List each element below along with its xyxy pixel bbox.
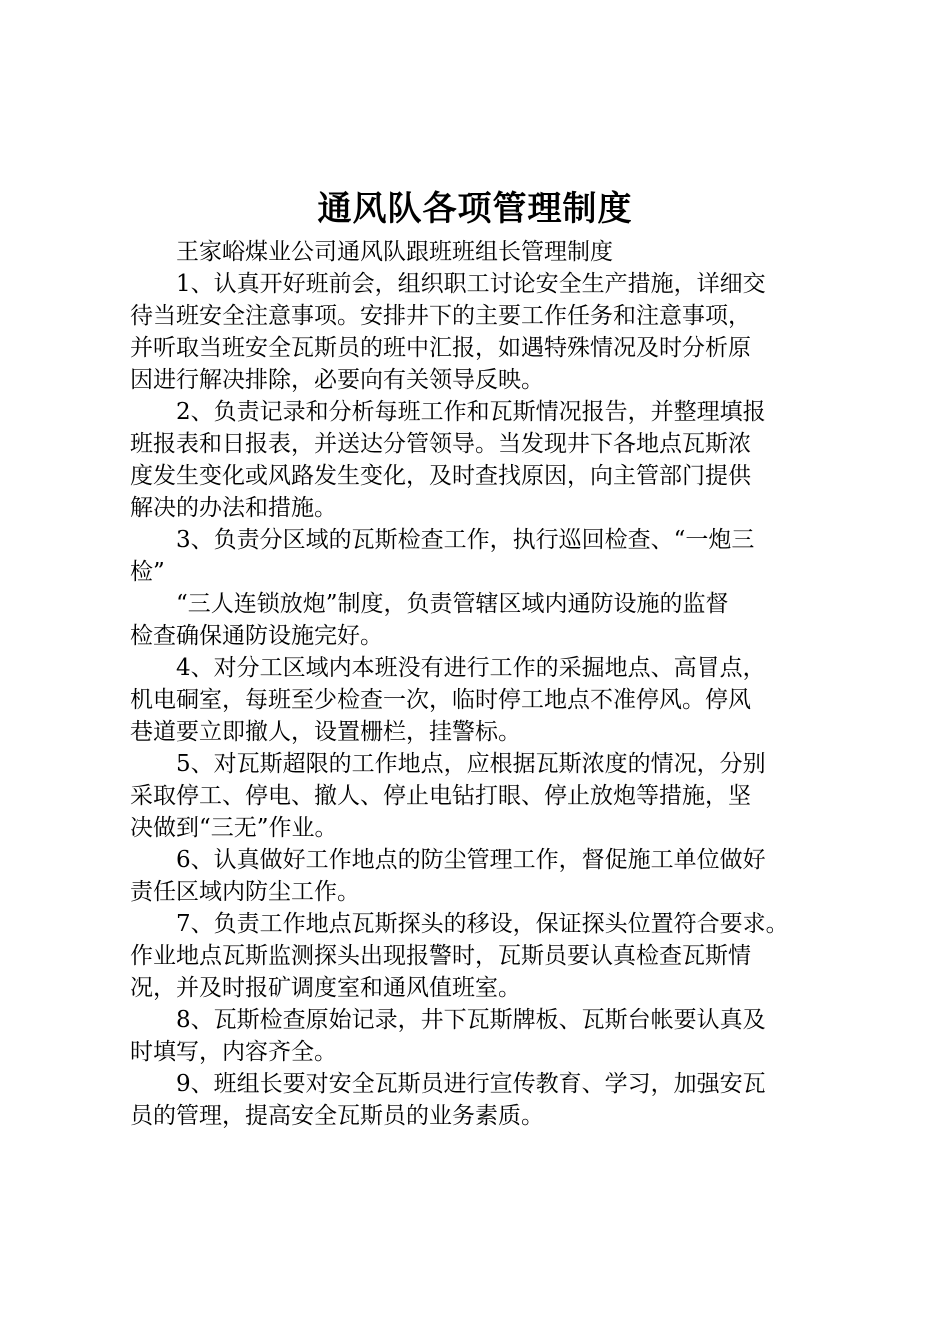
paragraph-line: 检”	[130, 559, 165, 585]
paragraph-line: 责任区域内防尘工作。	[130, 879, 360, 905]
paragraph-line: 检查确保通防设施完好。	[130, 623, 383, 649]
paragraph-line: 1、认真开好班前会，组织职工讨论安全生产措施，详细交	[176, 271, 766, 297]
subtitle-line: 王家峪煤业公司通风队跟班班组长管理制度	[176, 239, 613, 265]
paragraph-line: 因进行解决排除，必要向有关领导反映。	[130, 367, 544, 393]
paragraph-line: 待当班安全注意事项。安排井下的主要工作任务和注意事项，	[130, 303, 751, 329]
paragraph-line: 7、负责工作地点瓦斯探头的移设，保证探头位置符合要求。	[176, 911, 789, 937]
paragraph-line: 6、认真做好工作地点的防尘管理工作，督促施工单位做好	[176, 847, 766, 873]
paragraph-line: 解决的办法和措施。	[130, 495, 337, 521]
paragraph-line: 5、对瓦斯超限的工作地点，应根据瓦斯浓度的情况，分别	[176, 751, 766, 777]
paragraph-line: 巷道要立即撤人，设置栅栏，挂警标。	[130, 719, 521, 745]
paragraph-line: 机电硐室，每班至少检查一次，临时停工地点不准停风。停风	[130, 687, 751, 713]
document-body	[130, 236, 830, 1132]
paragraph-line: 度发生变化或风路发生变化，及时查找原因，向主管部门提供	[130, 463, 751, 489]
paragraph-line: “三人连锁放炮”制度，负责管辖区域内通防设施的监督	[176, 591, 729, 617]
paragraph-line: 况，并及时报矿调度室和通风值班室。	[130, 975, 521, 1001]
paragraph-line: 3、负责分区域的瓦斯检查工作，执行巡回检查、“一炮三	[176, 527, 755, 553]
paragraph-line: 9、班组长要对安全瓦斯员进行宣传教育、学习，加强安瓦	[176, 1071, 766, 1097]
paragraph-line: 8、瓦斯检查原始记录，井下瓦斯牌板、瓦斯台帐要认真及	[176, 1007, 766, 1033]
paragraph-line: 决做到“三无”作业。	[130, 815, 338, 841]
paragraph-line: 时填写，内容齐全。	[130, 1039, 337, 1065]
document-title: 通风队各项管理制度	[317, 189, 633, 229]
paragraph-line: 作业地点瓦斯监测探头出现报警时，瓦斯员要认真检查瓦斯情	[130, 943, 751, 969]
paragraph-line: 2、负责记录和分析每班工作和瓦斯情况报告，并整理填报	[176, 399, 766, 425]
paragraph-line: 采取停工、停电、撤人、停止电钻打眼、停止放炮等措施，坚	[130, 783, 751, 809]
paragraph-line: 并听取当班安全瓦斯员的班中汇报，如遇特殊情况及时分析原	[130, 335, 751, 361]
paragraph-line: 班报表和日报表，并送达分管领导。当发现井下各地点瓦斯浓	[130, 431, 751, 457]
paragraph-line: 员的管理，提高安全瓦斯员的业务素质。	[130, 1103, 544, 1129]
paragraph-line: 4、对分工区域内本班没有进行工作的采掘地点、高冒点，	[176, 655, 766, 681]
